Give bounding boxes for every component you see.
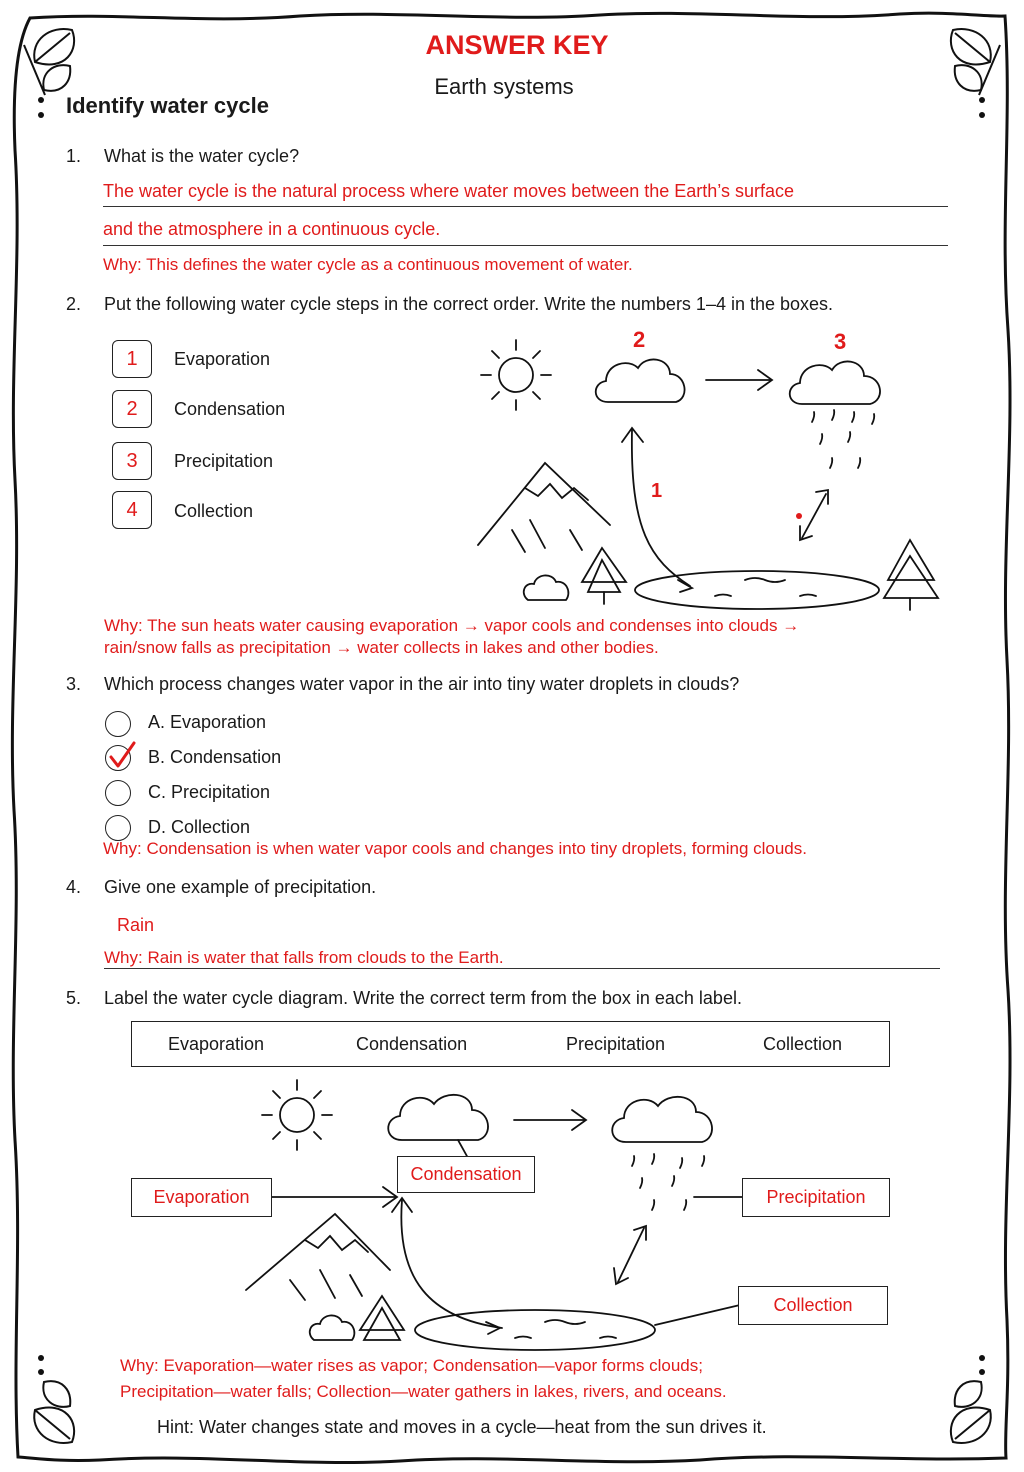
step-label: Condensation	[174, 399, 286, 419]
option-label: A. Evaporation	[148, 712, 267, 732]
raindrops-icon	[632, 1154, 704, 1210]
question-text: What is the water cycle?	[104, 146, 300, 166]
step-label: Collection	[174, 501, 254, 521]
diagram-number: 3	[834, 329, 847, 354]
order-box[interactable]: 1	[112, 340, 152, 378]
question-text: Put the following water cycle steps in the correct order. Write the numbers 1–4 in the boxes.	[104, 294, 834, 314]
question-text: Give one example of precipitation.	[104, 877, 377, 897]
question-number: 5.	[66, 988, 82, 1008]
question-text: Label the water cycle diagram. Write the correct term from the box in each label.	[104, 988, 742, 1008]
label-precipitation[interactable]: Precipitation	[742, 1178, 890, 1217]
why-text: Why: Condensation is when water vapor cools and changes into tiny droplets, forming clouds.	[103, 839, 807, 858]
answer-text: The water cycle is the natural process where water moves between the Earth’s surface	[103, 181, 794, 201]
cloud-icon	[388, 1095, 488, 1140]
why-text: Precipitation—water falls; Collection—water gathers in lakes, rivers, and oceans.	[120, 1382, 727, 1401]
diagram-number: 1	[651, 480, 663, 502]
hint-text: Hint: Water changes state and moves in a cycle—heat from the sun drives it.	[157, 1417, 767, 1437]
answer-text: and the atmosphere in a continuous cycle.	[103, 219, 441, 239]
option-label: B. Condensation	[148, 747, 282, 767]
answer-text: Rain	[117, 915, 155, 935]
why-text: Why: The sun heats water causing evaporation → vapor cools and condenses into clouds →	[104, 616, 800, 635]
word-bank-item: Precipitation	[566, 1034, 666, 1054]
label-condensation[interactable]: Condensation	[397, 1156, 535, 1193]
order-box[interactable]: 3	[112, 442, 152, 480]
order-box[interactable]: 2	[112, 390, 152, 428]
page-title: Identify water cycle	[66, 93, 269, 118]
why-text: Why: Rain is water that falls from clouds to the Earth.	[104, 948, 504, 967]
question-text: Which process changes water vapor in the air into tiny water droplets in clouds?	[104, 674, 740, 694]
answer-key-title: ANSWER KEY	[425, 30, 609, 60]
question-number: 3.	[66, 674, 82, 694]
lake-icon	[415, 1310, 655, 1350]
tree-icon	[360, 1296, 404, 1340]
why-text: Why: This defines the water cycle as a continuous movement of water.	[103, 255, 633, 274]
label-evaporation[interactable]: Evaporation	[131, 1178, 272, 1217]
why-text: rain/snow falls as precipitation → water collects in lakes and other bodies.	[104, 638, 659, 657]
order-box[interactable]: 4	[112, 491, 152, 529]
question-number: 1.	[66, 146, 82, 166]
why-text: Why: Evaporation—water rises as vapor; Condensation—vapor forms clouds;	[120, 1356, 703, 1375]
option-label: C. Precipitation	[148, 782, 271, 802]
option-label: D. Collection	[148, 817, 251, 837]
step-label: Precipitation	[174, 451, 274, 471]
label-collection[interactable]: Collection	[738, 1286, 888, 1325]
word-bank-item: Collection	[763, 1034, 843, 1054]
diagram-number: 2	[633, 327, 646, 352]
word-bank-item: Evaporation	[168, 1034, 265, 1054]
word-bank-item: Condensation	[356, 1034, 468, 1054]
step-label: Evaporation	[174, 349, 271, 369]
sun-icon	[262, 1080, 332, 1150]
rain-cloud-icon	[612, 1097, 712, 1142]
question-number: 4.	[66, 877, 82, 897]
question-number: 2.	[66, 294, 82, 314]
bush-icon	[310, 1315, 355, 1340]
page-subtitle: Earth systems	[434, 74, 574, 99]
